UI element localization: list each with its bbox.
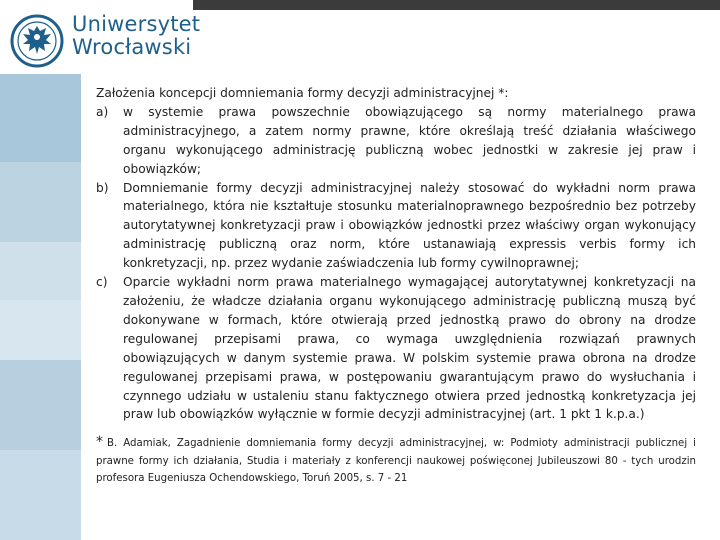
university-eagle-seal-icon xyxy=(10,14,64,68)
intro-text: Założenia koncepcji domniemania formy decyzji administracyjnej *: xyxy=(96,86,509,100)
list-marker: c) xyxy=(96,275,108,290)
list-item-text: Oparcie wykładni norm prawa materialnego wymagającej autorytatywnej konkretyzacji na założeniu, że władcze działania organu wykonującego administrację publiczną muszą być dokonywane w formach, które otwierają przed jednostką prawo do obrony na drodze regulowanej przepisami prawa, co wymaga uwzględnienia rozwiązań prawnych obowiązujących w danym systemie prawa. W polskim systemie prawa obrona na drodze regulowanej przepisami prawa, w postępowaniu gwarantującym prawo do wysłuchania i czynnego udziału w ustaleniu stanu faktycznego otwiera przed jednostką konkretyzacja jej praw lub obowiązków wyłącznie w formie decyzji administracyjnej (art. 1 pkt 1 k.p.a.) xyxy=(123,275,696,422)
logo-line-1: Uniwersytet xyxy=(72,12,201,36)
list-marker: a) xyxy=(96,104,109,119)
sidebar-decoration xyxy=(0,0,81,540)
sidebar-strip xyxy=(0,300,81,360)
footnote-marker: * xyxy=(96,434,103,451)
university-logo xyxy=(0,0,201,74)
sidebar-strip xyxy=(0,162,81,242)
sidebar-strip xyxy=(0,74,81,162)
footnote-text: B. Adamiak, Zagadnienie domniemania formy decyzji administracyjnej, w: Podmioty administracji publicznej i prawne formy ich działania, Studia i materiały z konferencji naukowej poświęconej Jubileuszowi 80 - tych urodzin profesora Eugeniusza Ochendowskiego, Toruń 2005, s. 7 - 21 xyxy=(96,438,696,484)
top-bar xyxy=(193,0,720,10)
list-item-text: w systemie prawa powszechnie obowiązującego są normy materialnego prawa administracyjnego, a zatem normy prawne, które określają treść działania właściwego organu wykonującego administrację publiczną wobec jednostki w zakresie jej praw i obowiązków; xyxy=(123,104,696,176)
slide-content xyxy=(96,84,696,487)
list-item xyxy=(96,179,696,274)
list-marker: b) xyxy=(96,180,109,195)
footnote xyxy=(96,434,696,487)
sidebar-strip xyxy=(0,450,81,540)
list-item xyxy=(96,103,696,179)
sidebar-strip xyxy=(0,360,81,450)
list-item-text: Domniemanie formy decyzji administracyjnej należy stosować do wykładni norm prawa materialnego, która nie kształtuje stosunku materialnoprawnego bezpośrednio bez potrzeby autorytatywnej konkretyzacji praw i obowiązków jednostki przez właściwy organ wykonujący administrację publiczną oraz norm, które ustanawiają expressis verbis formy ich konkretyzacji, np. przez wydanie zaświadczenia lub formy cywilnoprawnej; xyxy=(123,180,696,271)
logo-line-2: Wrocławski xyxy=(72,35,192,59)
sidebar-strip xyxy=(0,242,81,300)
university-name xyxy=(72,13,200,59)
list-item xyxy=(96,273,696,424)
